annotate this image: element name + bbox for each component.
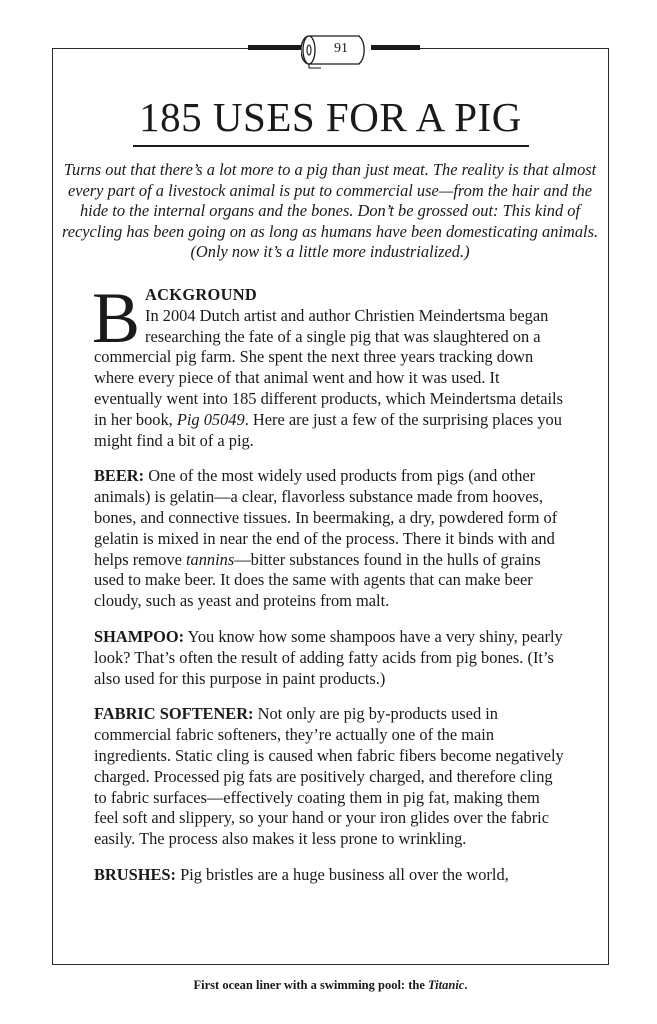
footer-end: .: [464, 978, 468, 992]
title-underline: [133, 145, 529, 147]
fabric-softener-text: Not only are pig by-products used in commercial fabric softeners, they’re actually one of the main ingredients. Static cling is caused when fabric fibers become negatively charged. Processed pig fats are positively charged, and therefore cling to fabric surfaces—effectively coating them in pig fat, making them feel soft and slippery, so your hand or your iron glides over the fabric easily. The process also makes it less prone to wrinkling.: [94, 704, 564, 849]
shampoo-text: You know how some shampoos have a very shiny, pearly look? That’s often the result of adding fatty acids from pig bones. (It’s also used for this purpose in paint products.): [94, 626, 563, 688]
book-title: Pig 05049: [176, 409, 245, 429]
intro-paragraph: Turns out that there’s a lot more to a pig than just meat. The reality is that almost every part of a livestock animal is put to commercial use—from the hair and the hide to the internal organs and the bones. Don’t be grossed out: This kind of recycling has been going on as long as humans have been domesticating animals. (Only now it’s a little more industrialized.): [61, 160, 599, 262]
footer-text: First ocean liner with a swimming pool: the: [193, 978, 428, 992]
page-title: 185 USES FOR A PIG: [139, 94, 522, 140]
background-heading: ACKGROUND: [145, 285, 257, 304]
shampoo-paragraph: [94, 627, 564, 689]
footer-emphasis: Titanic: [428, 978, 465, 992]
beer-label: BEER:: [94, 466, 145, 486]
brushes-text: Pig bristles are a huge business all over the world,: [175, 864, 509, 884]
brushes-paragraph: [94, 865, 564, 886]
tannins-term: tannins: [185, 549, 235, 569]
page-number: 91: [334, 41, 348, 56]
shampoo-label: SHAMPOO:: [94, 626, 185, 646]
beer-text-end: —bitter substances found in the hulls of grains used to make beer. It does the same with agents that can make beer cloudy, such as yeast and proteins from malt.: [94, 549, 541, 611]
article-body: [92, 278, 564, 901]
background-text: In 2004 Dutch artist and author Christien Meindertsma began researching the fate of a single pig that was slaughtered on a commercial pig farm. She spent the next three years tracking down where every piece of that animal went and how it was used. It eventually went into 185 different products, which Meindertsma details in her book,: [94, 305, 563, 429]
background-text-end: . Here are just a few of the surprising places you might find a bit of a pig.: [94, 409, 562, 450]
background-paragraph: [92, 278, 564, 451]
drop-cap: B: [92, 278, 141, 358]
brushes-label: BRUSHES:: [94, 864, 176, 884]
beer-text: One of the most widely used products from pigs (and other animals) is gelatin—a clear, flavorless substance made from hooves, bones, and connective tissues. In beermaking, a dry, powdered form of gelatin is mixed in near the end of the process. There it binds with and helps remove: [94, 466, 558, 569]
footer-trivia: [52, 978, 609, 993]
fabric-softener-paragraph: [94, 704, 564, 850]
fabric-softener-label: FABRIC SOFTENER:: [94, 704, 254, 724]
beer-paragraph: [94, 466, 564, 612]
